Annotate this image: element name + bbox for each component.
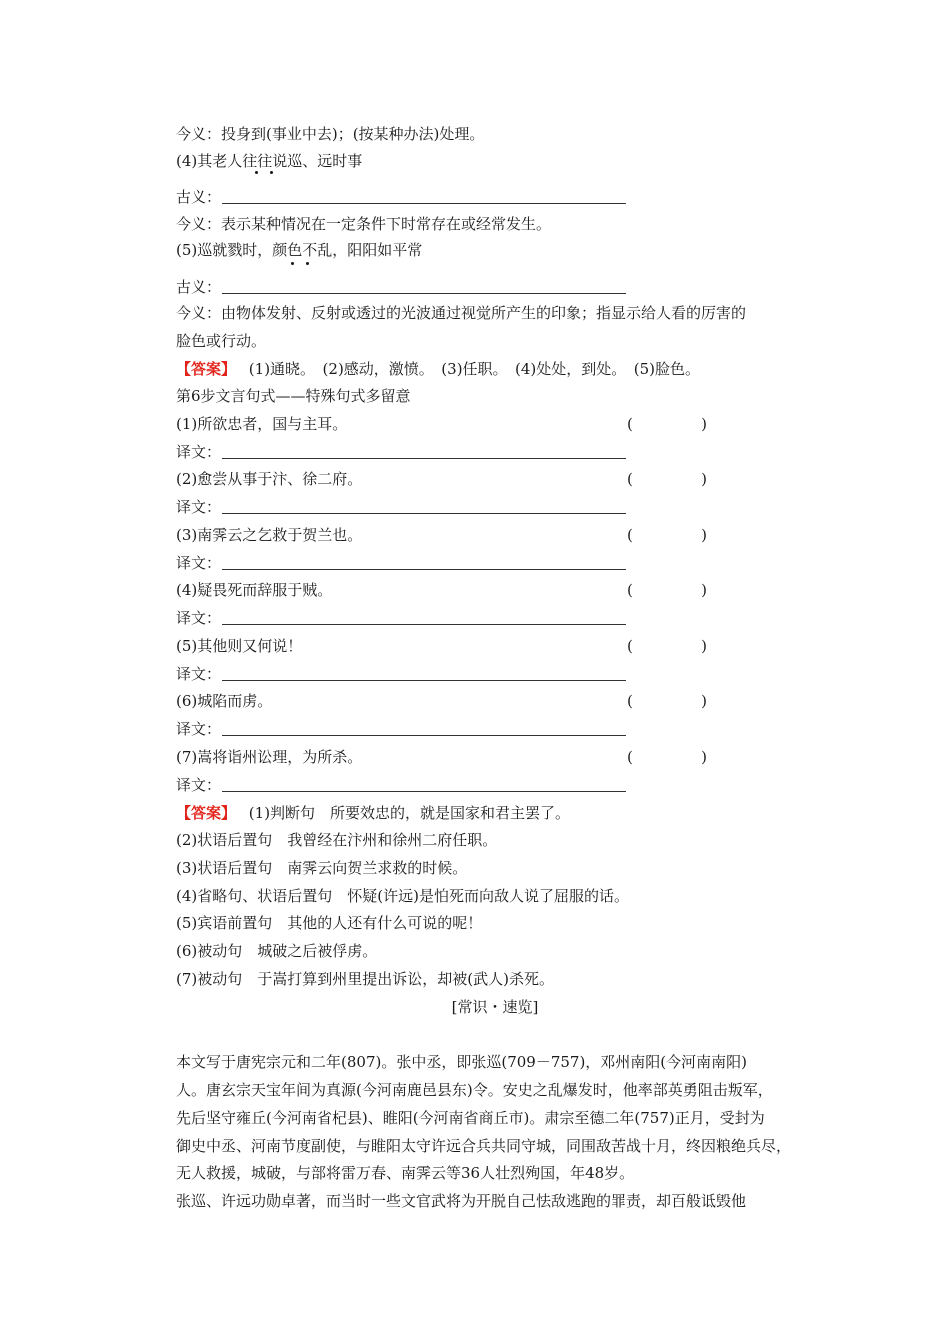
- question-line: (3)南霁云之乞救于贺兰也。: [176, 526, 363, 544]
- answer-paren: ( ): [627, 526, 707, 544]
- answer-paren: ( ): [627, 748, 707, 766]
- answer-blank: [222, 293, 626, 294]
- translation-label: 译文：: [176, 720, 222, 738]
- answer-blank: [222, 203, 626, 204]
- text-line: 脸色或行动。: [176, 332, 267, 350]
- translation-label: 译文：: [176, 498, 222, 516]
- body-line: 张巡、许远功勋卓著，而当时一些文官武将为开脱自己怯敌逃跑的罪责，却百般诋毁他: [176, 1192, 747, 1210]
- question-line: (2)愈尝从事于汴、徐二府。: [176, 470, 363, 488]
- translation-label: 译文：: [176, 776, 222, 794]
- answer-blank: [222, 680, 626, 681]
- text-line: 今义：由物体发射、反射或透过的光波通过视觉所产生的印象；指显示给人看的厉害的: [176, 304, 747, 322]
- emphasis-dot: [291, 262, 294, 265]
- answer-blank: [222, 791, 626, 792]
- answer-blank: [222, 569, 626, 570]
- body-line: 先后坚守雍丘(今河南省杞县)、睢阳(今河南省商丘市)。肃宗至德二年(757)正月，受封为: [176, 1109, 765, 1127]
- answer-blank: [222, 513, 626, 514]
- answer-text: (7)被动句 于嵩打算到州里提出诉讼，却被(武人)杀死。: [176, 970, 554, 988]
- gu-yi-label: 古义：: [176, 278, 222, 296]
- answer-text: (3)状语后置句 南霁云向贺兰求救的时候。: [176, 859, 468, 877]
- answer-paren: ( ): [627, 470, 707, 488]
- translation-label: 译文：: [176, 554, 222, 572]
- question-line: (7)嵩将诣州讼理，为所杀。: [176, 748, 363, 766]
- text-line: 今义：投身到(事业中去)；(按某种办法)处理。: [176, 125, 485, 143]
- section-heading: [常识・速览]: [451, 998, 539, 1016]
- answer-text: (1)通晓。 (2)感动，激愤。 (3)任职。 (4)处处，到处。 (5)脸色。: [248, 360, 701, 378]
- translation-label: 译文：: [176, 609, 222, 627]
- answer-paren: ( ): [627, 581, 707, 599]
- answer-blank: [222, 458, 626, 459]
- answer-text: (6)被动句 城破之后被俘虏。: [176, 942, 378, 960]
- translation-label: 译文：: [176, 443, 222, 461]
- emphasis-dot: [270, 171, 273, 174]
- emphasis-dot: [255, 171, 258, 174]
- answer-text: (2)状语后置句 我曾经在汴州和徐州二府任职。: [176, 831, 498, 849]
- step-heading: 第6步文言句式——特殊句式多留意: [176, 387, 411, 405]
- body-line: 御史中丞、河南节度副使，与睢阳太守许远合兵共同守城，同围敌苦战十月，终因粮绝兵尽，: [176, 1137, 792, 1155]
- question-line: (5)巡就戮时，颜色不乱，阳阳如平常: [176, 241, 423, 259]
- answer-line: [176, 803, 570, 823]
- question-line: (5)其他则又何说！: [176, 637, 303, 655]
- text-line: 今义：表示某种情况在一定条件下时常存在或经常发生。: [176, 215, 552, 233]
- answer-paren: ( ): [627, 692, 707, 710]
- answer-tag: 【答案】: [176, 804, 237, 822]
- question-line: (1)所欲忠者，国与主耳。: [176, 415, 348, 433]
- answer-line: [176, 359, 700, 379]
- answer-tag: 【答案】: [176, 360, 237, 378]
- body-line: 无人救援，城破，与部将雷万春、南霁云等36人壮烈殉国，年48岁。: [176, 1164, 635, 1182]
- answer-paren: ( ): [627, 637, 707, 655]
- question-line: (4)疑畏死而辞服于贼。: [176, 581, 333, 599]
- gu-yi-label: 古义：: [176, 188, 222, 206]
- answer-blank: [222, 624, 626, 625]
- body-line: 人。唐玄宗天宝年间为真源(今河南鹿邑县东)令。安史之乱爆发时，他率部英勇阻击叛军，: [176, 1081, 773, 1099]
- body-line: 本文写于唐宪宗元和二年(807)。张中丞，即张巡(709－757)，邓州南阳(今河南南阳): [176, 1053, 748, 1071]
- answer-paren: ( ): [627, 415, 707, 433]
- question-line: (4)其老人往往说巡、远时事: [176, 152, 363, 170]
- answer-text: (1)判断句 所要效忠的，就是国家和君主罢了。: [248, 804, 571, 822]
- translation-label: 译文：: [176, 665, 222, 683]
- answer-text: (5)宾语前置句 其他的人还有什么可说的呢！: [176, 914, 483, 932]
- answer-text: (4)省略句、状语后置句 怀疑(许远)是怕死而向敌人说了屈服的话。: [176, 887, 629, 905]
- question-line: (6)城陷而虏。: [176, 692, 273, 710]
- answer-blank: [222, 735, 626, 736]
- emphasis-dot: [306, 262, 309, 265]
